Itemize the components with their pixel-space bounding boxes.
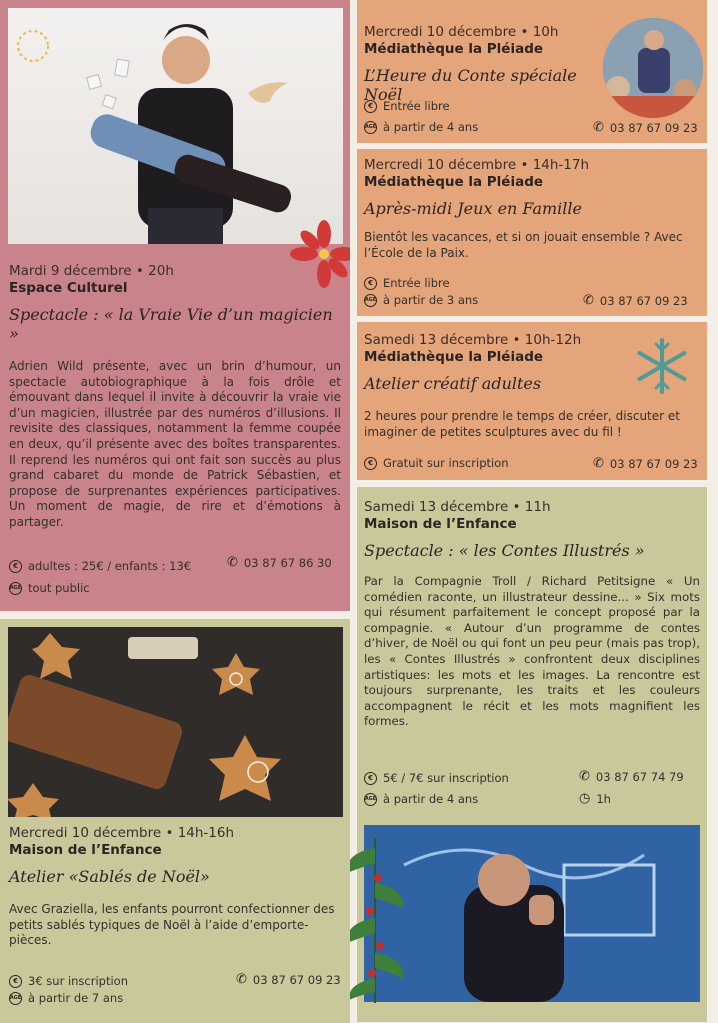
event-title: Atelier «Sablés de Noël»	[9, 867, 210, 886]
phone-icon: ✆	[579, 769, 590, 784]
storyteller-photo	[364, 825, 700, 1002]
age-icon: AGE	[364, 793, 377, 806]
snowflake-icon	[632, 336, 692, 396]
phone-text: 03 87 67 09 23	[599, 293, 688, 308]
age-text: à partir de 4 ans	[383, 120, 479, 134]
age-text: à partir de 7 ans	[28, 991, 124, 1005]
phone-text: 03 87 67 09 23	[609, 456, 698, 471]
event-description: Adrien Wild présente, avec un brin d’humour, un spectacle autobiographique à la fois drôle et émouvant dans lequel il invite à découvrir la vraie vie d’un magicien, illustrée par des numéros d’illusions. Il revisite des classiques, notamment la femme coupée en deux, qu’il présente avec des boîtes transparentes. Il reprend les numéros qui ont fait son succès au plus grand cabaret du monde de Patrick Sébastien, et propose de surprenantes expériences participatives. Un moment de magie, de rire et d’émotions à partager.	[9, 359, 341, 529]
price-text: adultes : 25€ / enfants : 13€	[28, 559, 192, 573]
phone-row	[579, 769, 684, 784]
phone-icon: ✆	[583, 293, 594, 308]
price-row	[364, 771, 509, 785]
cookies-photo	[8, 627, 343, 817]
euro-icon: €	[9, 975, 22, 988]
event-card-atelier-creatif	[357, 322, 707, 480]
price-text: Entrée libre	[383, 99, 450, 113]
storyteller-illustration	[364, 825, 700, 1002]
age-icon: AGE	[364, 294, 377, 307]
phone-text: 03 87 67 86 30	[243, 555, 332, 570]
event-venue: Espace Culturel	[9, 280, 128, 296]
event-card-heure-du-conte	[357, 0, 707, 143]
age-text: à partir de 3 ans	[383, 293, 479, 307]
event-description: Bientôt les vacances, et si on jouait ensemble ? Avec l’École de la Paix.	[364, 230, 683, 260]
event-venue: Médiathèque la Pléiade	[364, 349, 544, 365]
duration-row	[579, 791, 611, 806]
age-row	[364, 293, 478, 307]
event-date: Mercredi 10 décembre • 14h-17h	[364, 157, 590, 173]
event-venue: Maison de l’Enfance	[9, 842, 162, 858]
event-date: Samedi 13 décembre • 10h-12h	[364, 332, 582, 348]
event-date: Samedi 13 décembre • 11h	[364, 499, 551, 515]
phone-row	[227, 555, 332, 570]
phone-row	[236, 972, 341, 987]
age-icon: AGE	[364, 121, 377, 134]
magician-photo	[8, 8, 343, 244]
event-description: 2 heures pour prendre le temps de créer, discuter et imaginer de petites sculptures avec du fil !	[364, 409, 680, 439]
event-card-sables-noel	[0, 619, 350, 1023]
cookies-illustration	[8, 627, 343, 817]
event-date: Mercredi 10 décembre • 10h	[364, 24, 559, 40]
event-title: Spectacle : « les Contes Illustrés »	[364, 541, 645, 560]
phone-icon: ✆	[227, 555, 238, 570]
euro-icon: €	[364, 100, 377, 113]
price-row	[364, 276, 450, 290]
event-title: Spectacle : « la Vraie Vie d’un magicien »	[9, 305, 333, 343]
euro-icon: €	[9, 560, 22, 573]
age-row	[364, 792, 478, 806]
event-venue: Médiathèque la Pléiade	[364, 174, 544, 190]
event-venue: Médiathèque la Pléiade	[364, 41, 544, 57]
phone-icon: ✆	[593, 120, 604, 135]
euro-icon: €	[364, 277, 377, 290]
price-row	[9, 559, 191, 573]
phone-text: 03 87 67 09 23	[252, 972, 341, 987]
phone-row	[583, 293, 688, 308]
phone-row	[593, 456, 698, 471]
phone-icon: ✆	[236, 972, 247, 987]
event-date: Mercredi 10 décembre • 14h-16h	[9, 825, 235, 841]
event-venue: Maison de l’Enfance	[364, 516, 517, 532]
age-icon: AGE	[9, 582, 22, 595]
price-row	[9, 974, 128, 988]
magician-illustration	[8, 8, 343, 244]
euro-icon: €	[364, 772, 377, 785]
age-row	[364, 120, 478, 134]
age-text: à partir de 4 ans	[383, 792, 479, 806]
age-row	[9, 991, 123, 1005]
event-description: Avec Graziella, les enfants pourront confectionner des petits sablés typiques de Noël à l’aide d’emporte-pièces.	[9, 902, 335, 948]
age-row	[9, 581, 90, 595]
price-row	[364, 99, 450, 113]
price-row	[364, 456, 509, 470]
event-title: Après-midi Jeux en Famille	[364, 199, 582, 218]
clock-icon: ◷	[579, 791, 591, 806]
price-text: 5€ / 7€ sur inscription	[383, 771, 509, 785]
euro-icon: €	[364, 457, 377, 470]
event-description: Par la Compagnie Troll / Richard Petitsigne « Un comédien raconte, un illustrateur dessine... » Six mots qui résument parfaitement le concept proposé par la compagnie. « Autour d’un programme de contes d’hiver, de Noël ou qui font un peu peur (mais pas trop), les « Contes Illustrés » confrontent deux disciplines artistiques: les mots et les images. La rencontre est toujours surprenante, les traits et les couleurs accompagnent le récit et les mots magnifient les formes.	[364, 574, 700, 729]
storytime-illustration	[603, 18, 703, 118]
duration-text: 1h	[596, 791, 611, 806]
age-text: tout public	[28, 581, 90, 595]
holly-icon	[340, 838, 410, 1003]
price-text: Entrée libre	[383, 276, 450, 290]
phone-row	[593, 120, 698, 135]
event-card-magicien	[0, 0, 350, 611]
event-card-jeux-famille	[357, 149, 707, 316]
event-title: Atelier créatif adultes	[364, 374, 542, 393]
price-text: 3€ sur inscription	[28, 974, 129, 988]
price-text: Gratuit sur inscription	[383, 456, 509, 470]
age-icon: AGE	[9, 992, 22, 1005]
event-date: Mardi 9 décembre • 20h	[9, 263, 174, 279]
storytime-photo	[603, 18, 703, 118]
phone-text: 03 87 67 74 79	[595, 769, 684, 784]
phone-text: 03 87 67 09 23	[609, 120, 698, 135]
event-title: L’Heure du Conte spéciale Noël	[364, 66, 577, 104]
phone-icon: ✆	[593, 456, 604, 471]
